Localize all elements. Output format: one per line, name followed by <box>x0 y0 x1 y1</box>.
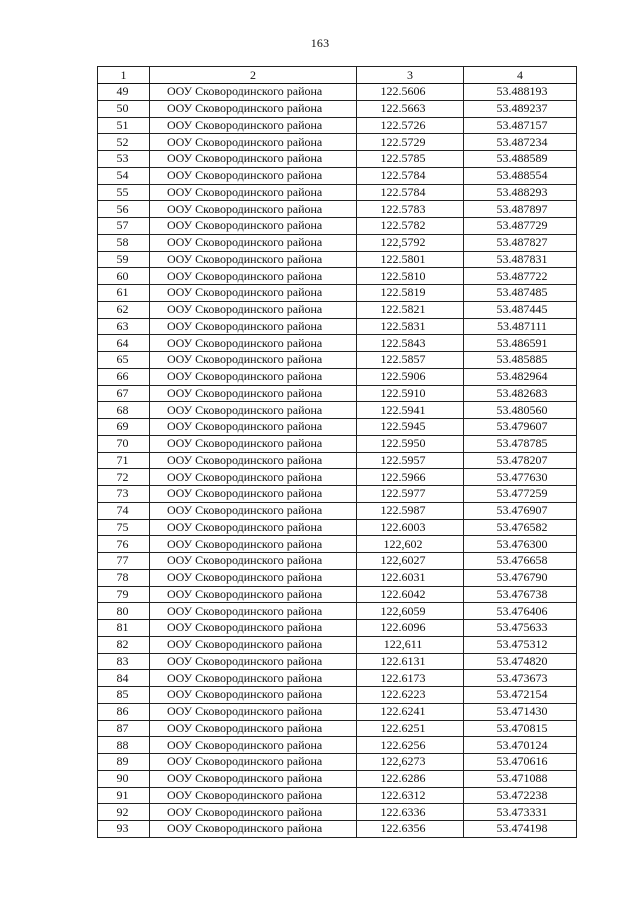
table-row <box>98 703 577 720</box>
cell-longitude: 122,6273 <box>357 754 464 771</box>
cell-number: 61 <box>98 285 150 302</box>
cell-latitude: 53.487234 <box>464 134 577 151</box>
table-row <box>98 385 577 402</box>
cell-longitude: 122.5785 <box>357 151 464 168</box>
cell-longitude: 122,5792 <box>357 234 464 251</box>
cell-number: 86 <box>98 703 150 720</box>
cell-number: 56 <box>98 201 150 218</box>
cell-longitude: 122.5663 <box>357 100 464 117</box>
cell-number: 64 <box>98 335 150 352</box>
cell-latitude: 53.474198 <box>464 821 577 838</box>
cell-latitude: 53.476907 <box>464 502 577 519</box>
table-row <box>98 469 577 486</box>
cell-longitude: 122.5819 <box>357 285 464 302</box>
cell-longitude: 122.6031 <box>357 569 464 586</box>
cell-latitude: 53.470124 <box>464 737 577 754</box>
cell-name: ООУ Сковородинского района <box>150 804 357 821</box>
table-row <box>98 402 577 419</box>
table-header-row <box>98 67 577 84</box>
cell-number: 52 <box>98 134 150 151</box>
cell-latitude: 53.476658 <box>464 553 577 570</box>
column-header-latitude: 4 <box>464 67 577 84</box>
cell-name: ООУ Сковородинского района <box>150 151 357 168</box>
cell-longitude: 122.5910 <box>357 385 464 402</box>
cell-latitude: 53.488193 <box>464 84 577 101</box>
cell-name: ООУ Сковородинского района <box>150 720 357 737</box>
cell-longitude: 122.6042 <box>357 586 464 603</box>
cell-number: 77 <box>98 553 150 570</box>
table-row <box>98 335 577 352</box>
cell-name: ООУ Сковородинского района <box>150 603 357 620</box>
cell-longitude: 122.5966 <box>357 469 464 486</box>
cell-number: 92 <box>98 804 150 821</box>
cell-name: ООУ Сковородинского района <box>150 670 357 687</box>
table-row <box>98 435 577 452</box>
cell-number: 93 <box>98 821 150 838</box>
cell-number: 73 <box>98 486 150 503</box>
table-row <box>98 720 577 737</box>
cell-number: 58 <box>98 234 150 251</box>
cell-longitude: 122.5831 <box>357 318 464 335</box>
cell-name: ООУ Сковородинского района <box>150 218 357 235</box>
table-row <box>98 737 577 754</box>
cell-name: ООУ Сковородинского района <box>150 620 357 637</box>
cell-number: 90 <box>98 770 150 787</box>
cell-number: 70 <box>98 435 150 452</box>
cell-number: 54 <box>98 167 150 184</box>
cell-name: ООУ Сковородинского района <box>150 352 357 369</box>
cell-name: ООУ Сковородинского района <box>150 737 357 754</box>
cell-longitude: 122,611 <box>357 636 464 653</box>
cell-name: ООУ Сковородинского района <box>150 435 357 452</box>
cell-longitude: 122.5843 <box>357 335 464 352</box>
table-row <box>98 167 577 184</box>
cell-number: 81 <box>98 620 150 637</box>
table-row <box>98 301 577 318</box>
cell-number: 55 <box>98 184 150 201</box>
cell-name: ООУ Сковородинского района <box>150 553 357 570</box>
cell-longitude: 122.5784 <box>357 167 464 184</box>
cell-number: 76 <box>98 536 150 553</box>
cell-name: ООУ Сковородинского района <box>150 251 357 268</box>
cell-longitude: 122.5977 <box>357 486 464 503</box>
cell-latitude: 53.472154 <box>464 687 577 704</box>
cell-longitude: 122.6096 <box>357 620 464 637</box>
cell-name: ООУ Сковородинского района <box>150 100 357 117</box>
cell-latitude: 53.487729 <box>464 218 577 235</box>
table-row <box>98 486 577 503</box>
cell-latitude: 53.482964 <box>464 368 577 385</box>
cell-latitude: 53.477630 <box>464 469 577 486</box>
cell-latitude: 53.489237 <box>464 100 577 117</box>
cell-number: 78 <box>98 569 150 586</box>
cell-latitude: 53.471088 <box>464 770 577 787</box>
cell-longitude: 122.6312 <box>357 787 464 804</box>
table-row <box>98 218 577 235</box>
cell-latitude: 53.479607 <box>464 419 577 436</box>
cell-latitude: 53.476300 <box>464 536 577 553</box>
cell-latitude: 53.478785 <box>464 435 577 452</box>
column-header-number: 1 <box>98 67 150 84</box>
cell-number: 79 <box>98 586 150 603</box>
cell-latitude: 53.487157 <box>464 117 577 134</box>
cell-latitude: 53.475633 <box>464 620 577 637</box>
cell-name: ООУ Сковородинского района <box>150 385 357 402</box>
table-row <box>98 201 577 218</box>
cell-number: 50 <box>98 100 150 117</box>
cell-latitude: 53.487831 <box>464 251 577 268</box>
cell-longitude: 122,602 <box>357 536 464 553</box>
table-row <box>98 603 577 620</box>
cell-latitude: 53.476790 <box>464 569 577 586</box>
table-row <box>98 770 577 787</box>
cell-longitude: 122.6251 <box>357 720 464 737</box>
table-header <box>98 67 577 84</box>
cell-number: 89 <box>98 754 150 771</box>
table-row <box>98 234 577 251</box>
cell-name: ООУ Сковородинского района <box>150 419 357 436</box>
cell-number: 66 <box>98 368 150 385</box>
cell-name: ООУ Сковородинского района <box>150 821 357 838</box>
table-row <box>98 754 577 771</box>
table-row <box>98 569 577 586</box>
cell-name: ООУ Сковородинского района <box>150 335 357 352</box>
table-row <box>98 285 577 302</box>
cell-longitude: 122.6223 <box>357 687 464 704</box>
cell-name: ООУ Сковородинского района <box>150 167 357 184</box>
cell-number: 85 <box>98 687 150 704</box>
cell-number: 72 <box>98 469 150 486</box>
cell-latitude: 53.487445 <box>464 301 577 318</box>
cell-number: 63 <box>98 318 150 335</box>
cell-longitude: 122.5782 <box>357 218 464 235</box>
cell-longitude: 122.5726 <box>357 117 464 134</box>
cell-name: ООУ Сковородинского района <box>150 368 357 385</box>
table-row <box>98 804 577 821</box>
cell-longitude: 122.5784 <box>357 184 464 201</box>
table-row <box>98 670 577 687</box>
table-row <box>98 151 577 168</box>
table-row <box>98 318 577 335</box>
cell-number: 67 <box>98 385 150 402</box>
cell-longitude: 122.5606 <box>357 84 464 101</box>
cell-name: ООУ Сковородинского района <box>150 754 357 771</box>
cell-longitude: 122.5857 <box>357 352 464 369</box>
cell-longitude: 122.5821 <box>357 301 464 318</box>
cell-number: 68 <box>98 402 150 419</box>
cell-name: ООУ Сковородинского района <box>150 402 357 419</box>
cell-number: 82 <box>98 636 150 653</box>
cell-name: ООУ Сковородинского района <box>150 787 357 804</box>
cell-number: 74 <box>98 502 150 519</box>
cell-number: 65 <box>98 352 150 369</box>
table-row <box>98 519 577 536</box>
cell-latitude: 53.487485 <box>464 285 577 302</box>
table-row <box>98 268 577 285</box>
cell-name: ООУ Сковородинского района <box>150 569 357 586</box>
cell-longitude: 122,6059 <box>357 603 464 620</box>
cell-number: 62 <box>98 301 150 318</box>
cell-longitude: 122.5957 <box>357 452 464 469</box>
cell-longitude: 122.5783 <box>357 201 464 218</box>
cell-name: ООУ Сковородинского района <box>150 536 357 553</box>
cell-number: 87 <box>98 720 150 737</box>
table-row <box>98 502 577 519</box>
cell-number: 84 <box>98 670 150 687</box>
table-row <box>98 653 577 670</box>
cell-longitude: 122.6256 <box>357 737 464 754</box>
cell-name: ООУ Сковородинского района <box>150 268 357 285</box>
cell-longitude: 122.6003 <box>357 519 464 536</box>
cell-name: ООУ Сковородинского района <box>150 469 357 486</box>
cell-longitude: 122.5906 <box>357 368 464 385</box>
cell-longitude: 122.6286 <box>357 770 464 787</box>
cell-longitude: 122.6336 <box>357 804 464 821</box>
table-row <box>98 184 577 201</box>
cell-number: 60 <box>98 268 150 285</box>
table-row <box>98 636 577 653</box>
cell-name: ООУ Сковородинского района <box>150 134 357 151</box>
cell-number: 75 <box>98 519 150 536</box>
cell-name: ООУ Сковородинского района <box>150 201 357 218</box>
cell-latitude: 53.472238 <box>464 787 577 804</box>
table-row <box>98 117 577 134</box>
cell-number: 88 <box>98 737 150 754</box>
cell-longitude: 122.5945 <box>357 419 464 436</box>
coordinates-table <box>97 66 577 838</box>
cell-name: ООУ Сковородинского района <box>150 184 357 201</box>
cell-number: 80 <box>98 603 150 620</box>
cell-name: ООУ Сковородинского района <box>150 519 357 536</box>
cell-latitude: 53.487111 <box>464 318 577 335</box>
cell-name: ООУ Сковородинского района <box>150 502 357 519</box>
table-row <box>98 787 577 804</box>
cell-latitude: 53.471430 <box>464 703 577 720</box>
cell-number: 57 <box>98 218 150 235</box>
cell-longitude: 122.5729 <box>357 134 464 151</box>
cell-latitude: 53.486591 <box>464 335 577 352</box>
cell-longitude: 122.5801 <box>357 251 464 268</box>
table-row <box>98 553 577 570</box>
cell-latitude: 53.473331 <box>464 804 577 821</box>
cell-longitude: 122,6027 <box>357 553 464 570</box>
cell-longitude: 122.6173 <box>357 670 464 687</box>
table-row <box>98 368 577 385</box>
cell-latitude: 53.485885 <box>464 352 577 369</box>
cell-latitude: 53.487897 <box>464 201 577 218</box>
cell-longitude: 122.5810 <box>357 268 464 285</box>
table-row <box>98 620 577 637</box>
cell-name: ООУ Сковородинского района <box>150 703 357 720</box>
cell-latitude: 53.474820 <box>464 653 577 670</box>
cell-name: ООУ Сковородинского района <box>150 586 357 603</box>
cell-name: ООУ Сковородинского района <box>150 687 357 704</box>
table-row <box>98 134 577 151</box>
cell-number: 49 <box>98 84 150 101</box>
cell-latitude: 53.470815 <box>464 720 577 737</box>
page-number: 163 <box>310 36 330 50</box>
cell-latitude: 53.487827 <box>464 234 577 251</box>
cell-name: ООУ Сковородинского района <box>150 84 357 101</box>
table-row <box>98 419 577 436</box>
cell-latitude: 53.488293 <box>464 184 577 201</box>
cell-longitude: 122.5987 <box>357 502 464 519</box>
cell-name: ООУ Сковородинского района <box>150 301 357 318</box>
cell-name: ООУ Сковородинского района <box>150 318 357 335</box>
cell-latitude: 53.488589 <box>464 151 577 168</box>
cell-name: ООУ Сковородинского района <box>150 486 357 503</box>
cell-latitude: 53.478207 <box>464 452 577 469</box>
cell-latitude: 53.476582 <box>464 519 577 536</box>
cell-latitude: 53.488554 <box>464 167 577 184</box>
cell-latitude: 53.476406 <box>464 603 577 620</box>
table-row <box>98 821 577 838</box>
table-row <box>98 687 577 704</box>
cell-name: ООУ Сковородинского района <box>150 636 357 653</box>
cell-name: ООУ Сковородинского района <box>150 117 357 134</box>
cell-latitude: 53.482683 <box>464 385 577 402</box>
cell-latitude: 53.487722 <box>464 268 577 285</box>
cell-number: 51 <box>98 117 150 134</box>
cell-latitude: 53.476738 <box>464 586 577 603</box>
cell-latitude: 53.473673 <box>464 670 577 687</box>
table-body <box>98 84 577 838</box>
cell-number: 91 <box>98 787 150 804</box>
cell-longitude: 122.6241 <box>357 703 464 720</box>
cell-longitude: 122.5941 <box>357 402 464 419</box>
cell-number: 71 <box>98 452 150 469</box>
cell-latitude: 53.480560 <box>464 402 577 419</box>
cell-latitude: 53.477259 <box>464 486 577 503</box>
cell-number: 83 <box>98 653 150 670</box>
cell-name: ООУ Сковородинского района <box>150 653 357 670</box>
table-row <box>98 586 577 603</box>
table-row <box>98 352 577 369</box>
cell-name: ООУ Сковородинского района <box>150 452 357 469</box>
cell-name: ООУ Сковородинского района <box>150 770 357 787</box>
table-row <box>98 84 577 101</box>
cell-number: 59 <box>98 251 150 268</box>
table-row <box>98 452 577 469</box>
cell-longitude: 122.6356 <box>357 821 464 838</box>
table-row <box>98 100 577 117</box>
table-row <box>98 251 577 268</box>
cell-name: ООУ Сковородинского района <box>150 285 357 302</box>
cell-number: 69 <box>98 419 150 436</box>
column-header-longitude: 3 <box>357 67 464 84</box>
cell-longitude: 122.5950 <box>357 435 464 452</box>
column-header-name: 2 <box>150 67 357 84</box>
cell-number: 53 <box>98 151 150 168</box>
table-row <box>98 536 577 553</box>
cell-longitude: 122.6131 <box>357 653 464 670</box>
cell-latitude: 53.470616 <box>464 754 577 771</box>
cell-latitude: 53.475312 <box>464 636 577 653</box>
cell-name: ООУ Сковородинского района <box>150 234 357 251</box>
